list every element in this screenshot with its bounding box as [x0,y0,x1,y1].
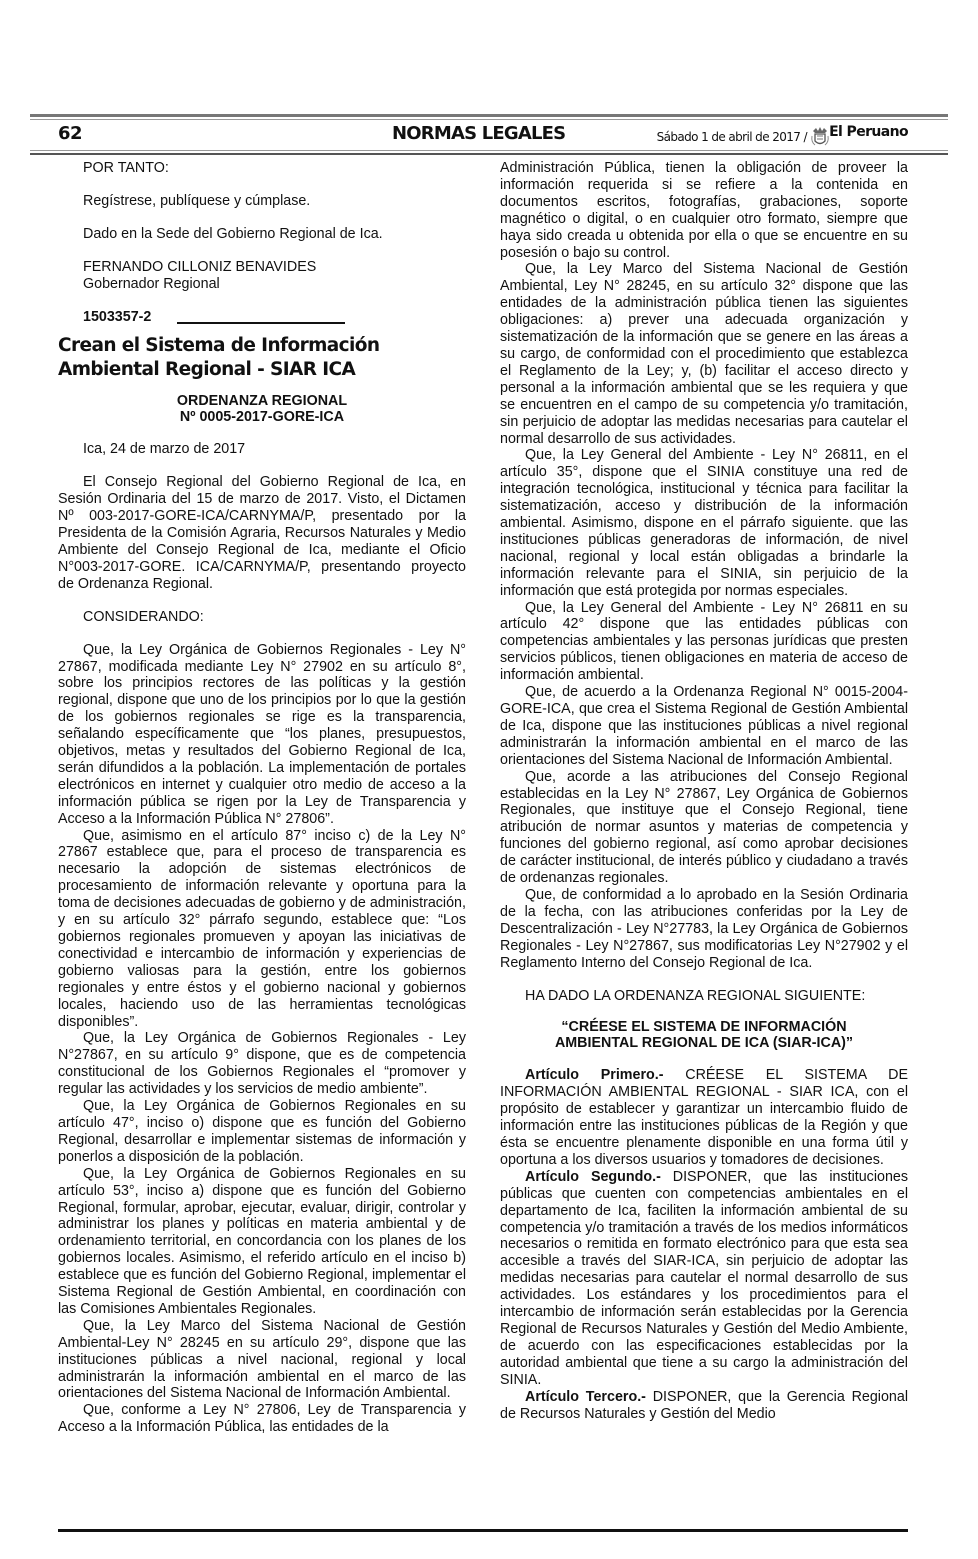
publication-date: Sábado 1 de abril de 2017 / [656,130,807,144]
article-label: Artículo Primero.- [525,1067,664,1084]
considerando-paragraph: Que, de conformidad a lo aprobado en la Sesión Ordinaria de la fecha, con las atribuciones conferidas por la Ley de Descentralización - Ley N°27783, la Ley Orgánica de Gobiernos Regionales - Ley N°27867, sus modificatorias Ley N°27902 y el Reglamento Interno del Consejo Regional de Ica. [500,886,908,971]
ha-dado-heading: HA DADO LA ORDENANZA REGIONAL SIGUIENTE: [525,987,866,1004]
article-text: DISPONER, que la Gerencia Regional de Recursos Naturales y Gestión del Medio [500,1388,908,1422]
considerando-paragraph: Que, la Ley General del Ambiente - Ley N° 26811, en el artículo 35°, dispone que el SINIA constituye una red de integración tecnológica, institucional y técnica para facilitar la sistematización, acceso y distribución de la información ambiental. Asimismo, dispone en el párrafo siguiente. que las instituciones públicas generadoras de información, de nivel nacional, regional y local están obligadas a brindarle la información relevante para el SINIA, sin perjuicio de la información que está protegida por normas especiales. [500,447,908,599]
article-text: CRÉESE EL SISTEMA DE INFORMACIÓN AMBIENTAL REGIONAL - SIAR ICA, con el propósito de establecer y garantizar un intercambio fluido de información entre las instituciones públicas de la Región y que ésta se encuentre plenamente disponible en una forma útil y oportuna a los diversos usuarios y tomadores de decisiones. [500,1067,909,1168]
article-text: DISPONER, que las instituciones públicas que cuenten con competencias ambientales en el departamento de Ica, faciliten la información ambiental de su competencia y/o tramitación a través de los medios informáticos necesarios o remitida en formato electrónico para que esta sea accesible a través del SIAR-ICA, sin perjuicio de adoptar las medidas necesarias para cautelar el normal desarrollo de sus actividades. Los estándares y los procedimientos para el intercambio de información serán establecidas por la Gerencia Regional de Recursos Naturales y Gestión del Medio Ambiente, de acuerdo con las especificaciones establecidas por la autoridad ambiental que tiene a su cargo la administración del SINIA. [500,1168,908,1388]
footer-rule [58,1529,908,1532]
considerando-paragraph: Que, la Ley Orgánica de Gobiernos Regionales en su artículo 47°, inciso o) dispone que es función del Gobierno Regional, desarrollar e implementar sistemas de información y ponerlos a disposición de la población. [58,1098,466,1165]
considerando-paragraph: Que, la Ley Marco del Sistema Nacional de Gestión Ambiental-Ley N° 28245 en su artículo 29°, dispone que las instituciones públicas a nivel nacional, regional y local administrarán la información ambiental en el marco de las orientaciones del Sistema Nacional de Información Ambiental. [58,1317,466,1402]
considerando-paragraph: Que, la Ley Marco del Sistema Nacional de Gestión Ambiental, Ley N° 28245, en su artículo 32° dispone que las entidades de la administración pública tienen las siguientes obligaciones: a) prever una adecuada organización y sistematización de la información que se genere en las áreas a su cargo, de conformidad con el procedimiento que establezca el Reglamento de la Ley; y, (b) facilitar el acceso directo y personal a la información ambiental que se les requiera y que se encuentren en el campo de su competencia y/o tramitación, sin perjuicio de adoptar las medidas necesarias para cautelar el normal desarrollo de sus actividades. [500,261,908,447]
considerando-paragraph: Que, acorde a las atribuciones del Consejo Regional establecidas en la Ley N° 27867, Ley Orgánica de Gobiernos Regionales, que instituye que el Consejo Regional, tiene atribución de normar asuntos y materias de competencia y funciones del gobierno regional, así como aprobar decisiones de carácter institucional, de interés público y ciudadano a través de ordenanzas regionales. [500,768,908,887]
place-date: Ica, 24 de marzo de 2017 [83,441,246,458]
article-segundo [500,1169,908,1389]
article-tercero [500,1389,908,1423]
page-number: 62 [58,123,83,144]
considerando-paragraph: Que, de acuerdo a la Ordenanza Regional N° 0015-2004-GORE-ICA, que crea el Sistema Regional de Gestión Ambiental de Ica, dispone que las instituciones públicas a nivel regional administrarán la información ambiental en el marco de las orientaciones del Sistema Nacional de Información Ambiental. [500,684,908,768]
considerando-paragraph: Que, la Ley Orgánica de Gobiernos Regionales en su artículo 53°, inciso a) dispone que es función del Gobierno Regional, formular, aprobar, ejecutar, evaluar, dirigir, controlar y administrar los planes y políticas en materia ambiental y de ordenamiento territorial, en concordancia con los planes de los gobiernos locales. Asimismo, el referido artículo en el inciso b) establece que es función del Gobierno Regional, implementar el Sistema Regional de Gestión Ambiental, en coordinación con las Comisiones Ambientales Regionales. [58,1165,466,1317]
peru-coat-of-arms-icon [810,126,830,148]
ordinance-label: ORDENANZA REGIONAL [176,393,348,410]
considerando-heading: CONSIDERANDO: [83,608,204,625]
considerando-paragraph: Que, conforme a Ley N° 27806, Ley de Transparencia y Acceso a la Información Pública, las entidades de la [58,1402,466,1436]
article-label: Artículo Tercero.- [525,1388,646,1405]
ordinance-title-line-2: AMBIENTAL REGIONAL DE ICA (SIAR-ICA)” [554,1034,854,1051]
section-title: NORMAS LEGALES [392,123,566,144]
publication-name: El Peruano [829,124,908,140]
por-tanto: POR TANTO: [83,160,169,176]
header-top-rule [30,114,948,117]
header-bottom-rule-thin [30,150,948,151]
considerando-paragraph: Que, la Ley Orgánica de Gobiernos Regionales - Ley N°27867, en su artículo 9° dispone, que es de competencia constitucional de los Gobiernos Regionales el “promover y regular las actividades y los servicios de medio ambiente”. [58,1030,466,1098]
dado-en-text: Dado en la Sede del Gobierno Regional de Ica. [83,225,383,242]
article-primero [500,1067,908,1168]
intro-paragraph: El Consejo Regional del Gobierno Regional de Ica, en Sesión Ordinaria del 15 de marzo de 2017. Visto, el Dictamen Nº 003-2017-GORE-ICA/CARNYMA/P, presentado por la Presidenta de la Comisión Agraria, Recursos Naturales y Medio Ambiente del Consejo Regional de Ica, mediante el Oficio N°003-2017-GORE. ICA/CARNYMA/P, presentando proyecto de Ordenanza Regional. [58,474,466,592]
ordinance-number: Nº 0005-2017-GORE-ICA [179,408,345,425]
signatory-name: FERNANDO CILLONIZ BENAVIDES [83,258,317,275]
registrese-text: Regístrese, publíquese y cúmplase. [83,192,311,209]
signatory-title: Gobernador Regional [83,275,220,292]
article-label: Artículo Segundo.- [525,1168,661,1185]
norm-headline: Crean el Sistema de Información Ambiental Regional - SIAR ICA [58,335,380,381]
continuation-paragraph: Administración Pública, tienen la obligación de proveer la información requerida si se refiere a la contenida en documentos escritos, fotografías, grabaciones, soporte magnético o digital, o en cualquier otro formato, siempre que haya sido creada u obtenida por ella o que se encuentre en su posesión o bajo su control. [500,160,908,261]
considerando-paragraph: Que, la Ley Orgánica de Gobiernos Regionales - Ley N° 27867, modificada mediante Ley N° 27902 en su artículo 8°, sobre los principios rectores de las políticas y la gestión regional, dispone que uno de los principios por lo que la gestión de los gobiernos regionales se rige es la transparencia, señalando específicamente que “los planes, presupuestos, objetivos, metas y resultados del Gobierno Regional de Ica, serán difundidos a la población. La implementación de portales electrónicos en internet y cualquier otro medio de acceso a la información pública se rigen por la Ley de Transparencia y Acceso a la Información Pública N° 27806”. [58,641,466,827]
header-top-rule-thin [30,119,948,120]
considerando-paragraph: Que, asimismo en el artículo 87° inciso c) de la Ley N° 27867 establece que, para el proceso de transparencia es necesario la adopción de sistemas electrónicos de procesamiento de información relevante y oportuna para la toma de decisiones adecuadas de gobierno y de administración, y en su artículo 32° párrafo segundo, establece que: “Los gobiernos regionales promueven y apoyan las iniciativas de conectividad e intercambio de información y experiencias de gobierno valiosas para la gestión, entre los gobiernos regionales y entre éstos y el gobierno nacional y gobiernos locales, haciendo uso de las herramientas tecnológicas disponibles”. [58,827,466,1030]
left-column [58,160,466,1436]
header-date-line [657,126,830,148]
previous-norm-code: 1503357-2 [83,308,152,325]
header-bottom-rule [30,153,948,155]
right-column [500,160,908,1422]
considerando-paragraph: Que, la Ley General del Ambiente - Ley N° 26811 en su artículo 42° dispone que las entidades públicas con competencias ambientales y las personas jurídicas que presten servicios públicos, tienen obligaciones en materia de acceso de información ambiental. [500,599,908,684]
ordinance-title-line-1: “CRÉESE EL SISTEMA DE INFORMACIÓN [561,1019,847,1036]
section-separator [177,322,345,324]
